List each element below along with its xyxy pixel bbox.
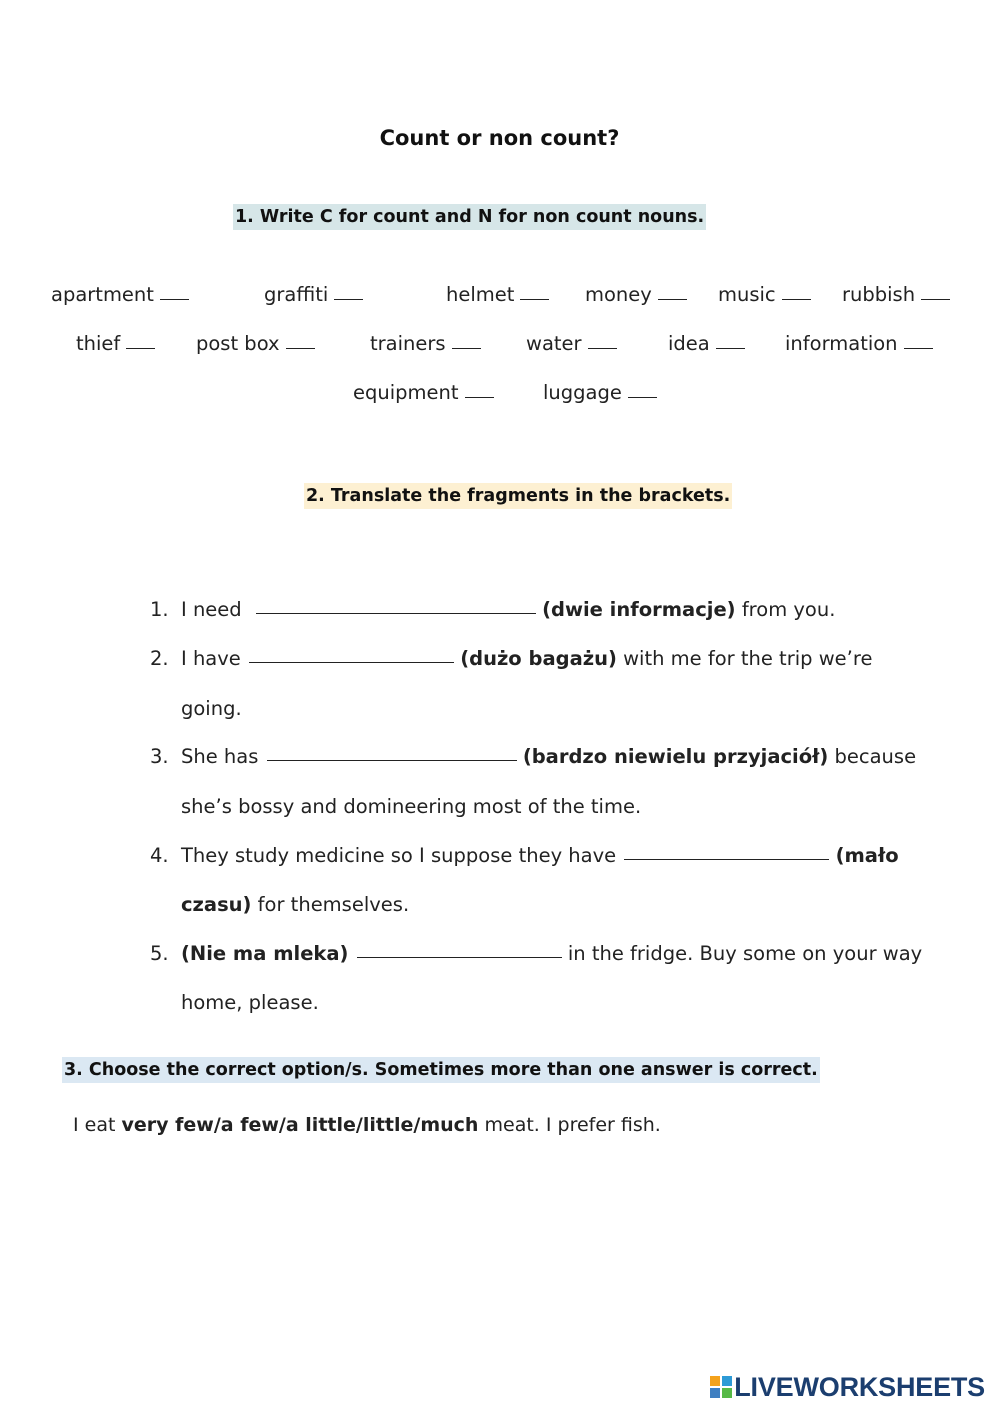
answer-options[interactable]: very few/a few/a little/little/much bbox=[121, 1114, 479, 1136]
liveworksheets-mark-icon bbox=[710, 1376, 732, 1398]
noun-item bbox=[51, 283, 189, 306]
translation-item bbox=[150, 745, 916, 768]
answer-blank[interactable] bbox=[286, 347, 315, 349]
answer-blank[interactable] bbox=[267, 759, 517, 761]
noun-label: equipment bbox=[353, 381, 459, 404]
item-text-before: She has bbox=[181, 745, 259, 768]
noun-item bbox=[842, 283, 950, 306]
choice-sentence bbox=[73, 1114, 661, 1136]
noun-item bbox=[264, 283, 363, 306]
sentence-start: I eat bbox=[73, 1114, 116, 1136]
section-3-heading: 3. Choose the correct option/s. Sometimes more than one answer is correct. bbox=[62, 1057, 820, 1083]
answer-blank[interactable] bbox=[249, 661, 454, 663]
noun-item bbox=[446, 283, 549, 306]
noun-label: idea bbox=[668, 332, 710, 355]
answer-blank[interactable] bbox=[588, 347, 617, 349]
answer-blank[interactable] bbox=[126, 347, 155, 349]
item-continuation: home, please. bbox=[181, 991, 319, 1014]
answer-blank[interactable] bbox=[904, 347, 933, 349]
answer-blank[interactable] bbox=[520, 298, 549, 300]
noun-label: luggage bbox=[543, 381, 622, 404]
answer-blank[interactable] bbox=[624, 858, 829, 860]
item-text-after: in the fridge. Buy some on your way bbox=[567, 942, 923, 965]
liveworksheets-logo bbox=[710, 1372, 985, 1403]
answer-blank[interactable] bbox=[921, 298, 950, 300]
polish-fragment: (dużo bagażu) bbox=[460, 647, 617, 670]
noun-item bbox=[718, 283, 811, 306]
section-1-heading: 1. Write C for count and N for non count nouns. bbox=[233, 204, 706, 230]
noun-item bbox=[785, 332, 933, 355]
item-text-after: with me for the trip we’re bbox=[623, 647, 873, 670]
item-text-after: for themselves. bbox=[257, 893, 410, 916]
noun-label: information bbox=[785, 332, 898, 355]
item-text-after: because bbox=[834, 745, 917, 768]
noun-label: post box bbox=[196, 332, 280, 355]
item-text-after: from you. bbox=[741, 598, 836, 621]
section-2-heading: 2. Translate the fragments in the brackets. bbox=[304, 483, 732, 509]
noun-item bbox=[370, 332, 481, 355]
page-title: Count or non count? bbox=[379, 126, 620, 150]
answer-blank[interactable] bbox=[465, 396, 494, 398]
noun-item bbox=[543, 381, 657, 404]
item-number: 2. bbox=[150, 647, 169, 670]
answer-blank[interactable] bbox=[452, 347, 481, 349]
noun-label: music bbox=[718, 283, 776, 306]
noun-item bbox=[526, 332, 617, 355]
sentence-end: meat. I prefer fish. bbox=[484, 1114, 661, 1136]
noun-label: rubbish bbox=[842, 283, 916, 306]
polish-fragment: (mało bbox=[835, 844, 899, 867]
noun-label: apartment bbox=[51, 283, 154, 306]
answer-blank[interactable] bbox=[334, 298, 363, 300]
answer-blank[interactable] bbox=[658, 298, 687, 300]
logo-text: LIVEWORKSHEETS bbox=[734, 1372, 985, 1402]
item-number: 5. bbox=[150, 942, 169, 965]
noun-item bbox=[585, 283, 687, 306]
answer-blank[interactable] bbox=[160, 298, 189, 300]
item-continuation bbox=[181, 893, 409, 916]
noun-item bbox=[76, 332, 155, 355]
answer-blank[interactable] bbox=[256, 612, 536, 614]
noun-item bbox=[668, 332, 745, 355]
noun-item bbox=[353, 381, 494, 404]
translation-item bbox=[150, 598, 835, 621]
item-continuation: she’s bossy and domineering most of the time. bbox=[181, 795, 642, 818]
item-number: 4. bbox=[150, 844, 169, 867]
polish-fragment: czasu) bbox=[181, 893, 252, 916]
polish-fragment: (Nie ma mleka) bbox=[181, 942, 349, 965]
polish-fragment: (dwie informacje) bbox=[542, 598, 736, 621]
item-continuation: going. bbox=[181, 697, 242, 720]
translation-item bbox=[150, 942, 922, 965]
item-text-before: They study medicine so I suppose they have bbox=[181, 844, 617, 867]
translation-item bbox=[150, 844, 899, 867]
translation-item bbox=[150, 647, 872, 670]
polish-fragment: (bardzo niewielu przyjaciół) bbox=[522, 745, 829, 768]
answer-blank[interactable] bbox=[782, 298, 811, 300]
answer-blank[interactable] bbox=[628, 396, 657, 398]
item-number: 3. bbox=[150, 745, 169, 768]
item-number: 1. bbox=[150, 598, 169, 621]
answer-blank[interactable] bbox=[357, 956, 562, 958]
noun-item bbox=[196, 332, 315, 355]
noun-label: graffiti bbox=[264, 283, 329, 306]
item-text-before: I need bbox=[181, 598, 242, 621]
noun-label: water bbox=[526, 332, 582, 355]
noun-label: thief bbox=[76, 332, 121, 355]
item-text-before: I have bbox=[181, 647, 241, 670]
answer-blank[interactable] bbox=[716, 347, 745, 349]
noun-label: helmet bbox=[446, 283, 515, 306]
noun-label: trainers bbox=[370, 332, 446, 355]
noun-label: money bbox=[585, 283, 652, 306]
